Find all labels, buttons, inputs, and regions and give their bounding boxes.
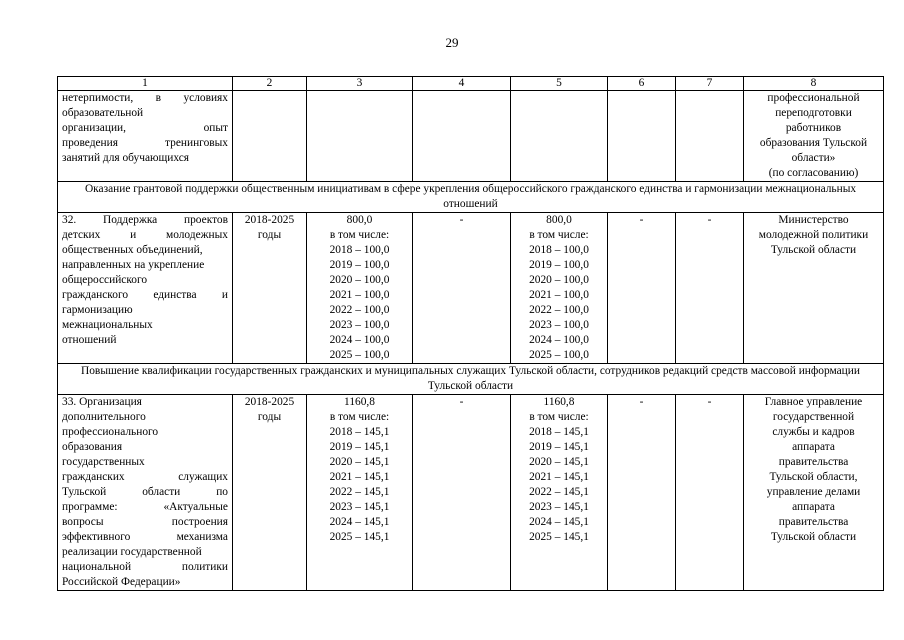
- period-cell: [233, 395, 307, 591]
- cell-line: 2019 – 145,1: [329, 441, 390, 453]
- cell-line: 1160,8: [543, 396, 575, 408]
- column-header: 5: [511, 77, 608, 91]
- cell-line: 2021 – 100,0: [329, 289, 390, 301]
- column-header: 1: [58, 77, 233, 91]
- cell-line: 2018-2025: [244, 214, 295, 226]
- period-cell: [233, 91, 307, 182]
- cell-line: гражданских служащих: [62, 471, 228, 483]
- cell-line: реализации государственной: [62, 546, 202, 558]
- cell-line: профессиональной: [767, 92, 860, 104]
- cell-line: образования Тульской: [759, 137, 868, 149]
- executor-cell: [744, 395, 884, 591]
- cell-line: 2018 – 100,0: [329, 244, 390, 256]
- cell-line: 2023 – 145,1: [529, 501, 589, 513]
- cell-line: 2023 – 100,0: [329, 319, 390, 331]
- cell-line: государственных: [62, 456, 145, 468]
- cell-line: 2018 – 145,1: [529, 426, 589, 438]
- table-row: [58, 213, 884, 364]
- cell-line: гражданского единства и: [62, 289, 228, 301]
- local-funding-cell: -: [608, 395, 676, 591]
- cell-line: общественных объединений,: [62, 244, 203, 256]
- executor-cell: [744, 91, 884, 182]
- cell-line: Тульской области: [770, 244, 857, 256]
- cell-line: правительства: [778, 456, 849, 468]
- activity-name-cell: [58, 213, 233, 364]
- cell-line: 2021 – 145,1: [529, 471, 589, 483]
- cell-line: профессионального: [62, 426, 159, 438]
- section-heading: Оказание грантовой поддержки общественным инициативам в сфере укрепления общероссийского гражданского единства и гармонизации межнациональных отношений: [58, 182, 884, 213]
- program-table: [57, 76, 884, 591]
- cell-line: годы: [257, 229, 282, 241]
- cell-line: государственной: [772, 411, 855, 423]
- cell-line: (по согласованию): [768, 167, 859, 179]
- cell-line: аппарата: [792, 501, 835, 513]
- activity-name-cell: [58, 395, 233, 591]
- cell-line: 2025 – 100,0: [529, 349, 589, 361]
- cell-line: в том числе:: [529, 411, 589, 423]
- cell-line: 2020 – 100,0: [529, 274, 589, 286]
- cell-line: 2024 – 100,0: [529, 334, 589, 346]
- cell-line: 2024 – 145,1: [329, 516, 390, 528]
- cell-line: 2025 – 145,1: [329, 531, 390, 543]
- cell-line: 2019 – 145,1: [529, 441, 589, 453]
- other-funding-cell: -: [676, 395, 744, 591]
- activity-name-cell: [58, 91, 233, 182]
- cell-line: 2025 – 145,1: [529, 531, 589, 543]
- cell-line: 2022 – 100,0: [529, 304, 589, 316]
- cell-line: детских и молодежных: [62, 229, 228, 241]
- continuation-row: [58, 91, 884, 182]
- column-header: 2: [233, 77, 307, 91]
- cell-line: образовательной: [62, 107, 144, 119]
- local-funding-cell: -: [608, 213, 676, 364]
- regional-funding-cell: [511, 213, 608, 364]
- other-funding-cell: [676, 91, 744, 182]
- cell-line: программе: «Актуальные: [62, 501, 228, 513]
- cell-line: 2024 – 100,0: [329, 334, 390, 346]
- cell-line: переподготовки: [775, 107, 852, 119]
- cell-line: аппарата: [792, 441, 835, 453]
- cell-line: межнациональных: [62, 319, 153, 331]
- cell-line: в том числе:: [329, 229, 390, 241]
- cell-line: Российской Федерации»: [62, 576, 181, 588]
- cell-line: 2021 – 100,0: [529, 289, 589, 301]
- cell-line: 2022 – 100,0: [329, 304, 390, 316]
- federal-funding-cell: -: [413, 213, 511, 364]
- total-funding-cell: [307, 91, 413, 182]
- federal-funding-cell: [413, 91, 511, 182]
- section-heading-row: [58, 182, 884, 213]
- page-number: 29: [445, 35, 459, 50]
- cell-line: Главное управление: [764, 396, 863, 408]
- cell-line: проведения тренинговых: [62, 137, 228, 149]
- regional-funding-cell: [511, 91, 608, 182]
- cell-line: 2020 – 145,1: [329, 456, 390, 468]
- cell-line: 2018 – 100,0: [529, 244, 589, 256]
- cell-line: службы и кадров: [772, 426, 855, 438]
- column-header: 8: [744, 77, 884, 91]
- cell-line: правительства: [778, 516, 849, 528]
- cell-line: 2019 – 100,0: [329, 259, 390, 271]
- cell-line: Министерство: [778, 214, 849, 226]
- cell-line: 2018-2025: [244, 396, 295, 408]
- executor-cell: [744, 213, 884, 364]
- cell-line: гармонизацию: [62, 304, 133, 316]
- cell-line: Тульской области по: [62, 486, 228, 498]
- column-header: 3: [307, 77, 413, 91]
- other-funding-cell: -: [676, 213, 744, 364]
- cell-line: 2022 – 145,1: [329, 486, 390, 498]
- cell-line: 2022 – 145,1: [529, 486, 589, 498]
- cell-line: 2020 – 145,1: [529, 456, 589, 468]
- cell-line: 2025 – 100,0: [329, 349, 390, 361]
- cell-line: направленных на укрепление: [62, 259, 205, 271]
- cell-line: в том числе:: [529, 229, 589, 241]
- cell-line: нетерпимости, в условиях: [62, 92, 228, 104]
- cell-line: занятий для обучающихся: [62, 152, 190, 164]
- cell-line: вопросы построения: [62, 516, 228, 528]
- table-row: [58, 395, 884, 591]
- cell-line: эффективного механизма: [62, 531, 228, 543]
- cell-line: 2018 – 145,1: [329, 426, 390, 438]
- section-heading-row: [58, 364, 884, 395]
- regional-funding-cell: [511, 395, 608, 591]
- cell-line: 2020 – 100,0: [329, 274, 390, 286]
- total-funding-cell: [307, 395, 413, 591]
- cell-line: 2024 – 145,1: [529, 516, 589, 528]
- column-header: 7: [676, 77, 744, 91]
- cell-line: управление делами: [766, 486, 861, 498]
- cell-line: 1160,8: [344, 396, 375, 408]
- cell-line: молодежной политики: [758, 229, 869, 241]
- cell-line: годы: [257, 411, 282, 423]
- total-funding-cell: [307, 213, 413, 364]
- cell-line: общероссийского: [62, 274, 148, 286]
- cell-line: Тульской области,: [769, 471, 858, 483]
- cell-line: 33. Организация: [62, 396, 142, 408]
- local-funding-cell: [608, 91, 676, 182]
- column-header: 4: [413, 77, 511, 91]
- cell-line: отношений: [62, 334, 117, 346]
- cell-line: дополнительного: [62, 411, 146, 423]
- cell-line: области»: [791, 152, 836, 164]
- section-heading: Повышение квалификации государственных гражданских и муниципальных служащих Тульской области, сотрудников редакций средств массовой информации Тульской области: [58, 364, 884, 395]
- cell-line: 800,0: [346, 214, 373, 226]
- cell-line: организации, опыт: [62, 122, 228, 134]
- column-header-row: [58, 77, 884, 91]
- cell-line: 32. Поддержка проектов: [62, 214, 228, 226]
- cell-line: 2023 – 145,1: [329, 501, 390, 513]
- period-cell: [233, 213, 307, 364]
- cell-line: в том числе:: [329, 411, 390, 423]
- cell-line: 2019 – 100,0: [529, 259, 589, 271]
- cell-line: работников: [785, 122, 842, 134]
- federal-funding-cell: -: [413, 395, 511, 591]
- cell-line: 2021 – 145,1: [329, 471, 390, 483]
- cell-line: образования: [62, 441, 123, 453]
- cell-line: 800,0: [546, 214, 572, 226]
- cell-line: 2023 – 100,0: [529, 319, 589, 331]
- column-header: 6: [608, 77, 676, 91]
- cell-line: национальной политики: [62, 561, 228, 573]
- cell-line: Тульской области: [770, 531, 857, 543]
